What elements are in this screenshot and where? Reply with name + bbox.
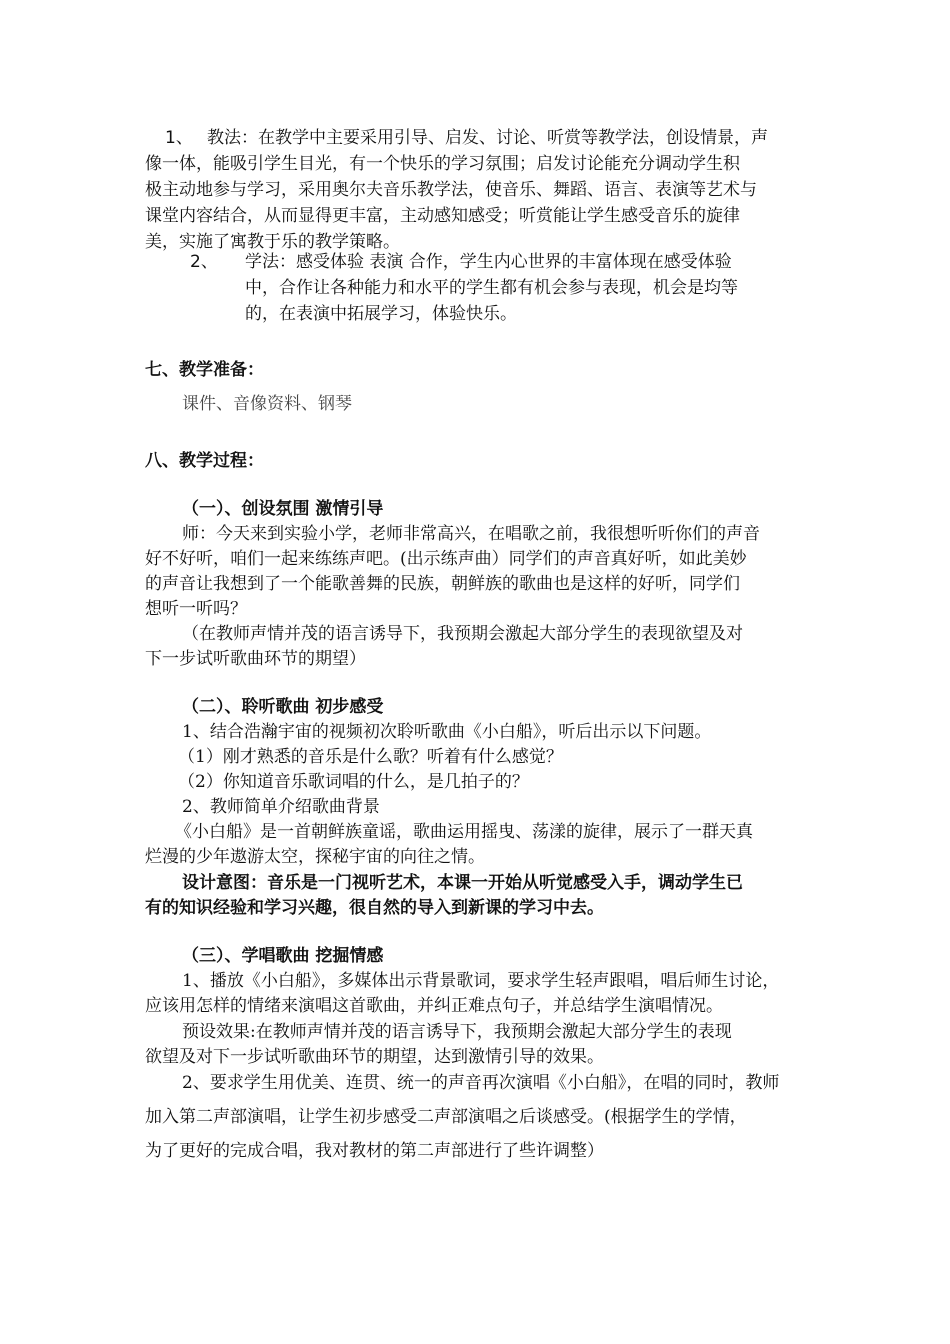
- step-2-question: （1）刚才熟悉的音乐是什么歌？听着有什么感觉？: [178, 747, 563, 767]
- step-3-line: 2、要求学生用优美、连贯、统一的声音再次演唱《小白船》，在唱的同时，教师: [182, 1073, 780, 1093]
- step-2-line: 1、结合浩瀚宇宙的视频初次聆听歌曲《小白船》，听后出示以下问题。: [182, 722, 712, 742]
- step-1-line: 好不好听，咱们一起来练练声吧。(出示练声曲）同学们的声音真好听，如此美妙: [145, 549, 747, 569]
- method-1-line: 像一体，能吸引学生目光，有一个快乐的学习氛围；启发讨论能充分调动学生积: [145, 154, 740, 174]
- step-2-line: 2、教师简单介绍歌曲背景: [182, 797, 380, 817]
- method-2-line: 学法：感受体验 表演 合作，学生内心世界的丰富体现在感受体验: [245, 252, 732, 272]
- step-1-note: 下一步试听歌曲环节的期望）: [145, 649, 366, 669]
- prep-content: 课件、音像资料、钢琴: [182, 394, 352, 414]
- step-1-heading: （一）、创设氛围 激情引导: [182, 499, 384, 519]
- step-1-note: （在教师声情并茂的语言诱导下，我预期会激起大部分学生的表现欲望及对: [182, 624, 743, 644]
- step-1-line: 想听一听吗？: [145, 599, 247, 619]
- step-3-heading: （三）、学唱歌曲 挖掘情感: [182, 946, 384, 966]
- method-1-line: 极主动地参与学习，采用奥尔夫音乐教学法，使音乐、舞蹈、语言、表演等艺术与: [145, 180, 757, 200]
- method-1-number: 1、: [165, 128, 193, 148]
- design-intent: 有的知识经验和学习兴趣，很自然的导入到新课的学习中去。: [145, 898, 604, 918]
- expected-effect: 欲望及对下一步试听歌曲环节的期望，达到激情引导的效果。: [145, 1047, 604, 1067]
- step-1-line: 的声音让我想到了一个能歌善舞的民族，朝鲜族的歌曲也是这样的好听，同学们: [145, 574, 740, 594]
- step-3-line: 应该用怎样的情绪来演唱这首歌曲，并纠正难点句子，并总结学生演唱情况。: [145, 996, 723, 1016]
- method-1-line: 课堂内容结合，从而显得更丰富，主动感知感受；听赏能让学生感受音乐的旋律: [145, 206, 740, 226]
- expected-effect: 预设效果:在教师声情并茂的语言诱导下，我预期会激起大部分学生的表现: [182, 1022, 732, 1042]
- step-3-line: 为了更好的完成合唱，我对教材的第二声部进行了些许调整）: [145, 1141, 604, 1161]
- method-1-line: 美，实施了寓教于乐的教学策略。: [145, 232, 400, 252]
- method-2-line: 的，在表演中拓展学习，体验快乐。: [245, 304, 517, 324]
- design-intent: 设计意图：音乐是一门视听艺术，本课一开始从听觉感受入手，调动学生已: [182, 873, 743, 893]
- step-3-line: 加入第二声部演唱，让学生初步感受二声部演唱之后谈感受。(根据学生的学情，: [145, 1107, 747, 1127]
- step-2-question: （2）你知道音乐歌词唱的什么，是几拍子的？: [178, 772, 529, 792]
- step-3-line: 1、播放《小白船》，多媒体出示背景歌词，要求学生轻声跟唱，唱后师生讨论，: [182, 971, 780, 991]
- process-heading: 八、教学过程：: [145, 451, 264, 471]
- prep-heading: 七、教学准备：: [145, 360, 264, 380]
- method-2-number: 2、: [190, 252, 218, 272]
- step-2-heading: （二）、聆听歌曲 初步感受: [182, 697, 384, 717]
- method-1-line: 教法：在教学中主要采用引导、启发、讨论、听赏等教学法，创设情景，声: [207, 128, 768, 148]
- step-1-line: 师：今天来到实验小学，老师非常高兴，在唱歌之前，我很想听听你们的声音: [182, 524, 760, 544]
- song-background: 烂漫的少年遨游太空，探秘宇宙的向往之情。: [145, 847, 485, 867]
- song-background: 《小白船》是一首朝鲜族童谣，歌曲运用摇曳、荡漾的旋律，展示了一群天真: [175, 822, 753, 842]
- method-2-line: 中，合作让各种能力和水平的学生都有机会参与表现，机会是均等: [245, 278, 738, 298]
